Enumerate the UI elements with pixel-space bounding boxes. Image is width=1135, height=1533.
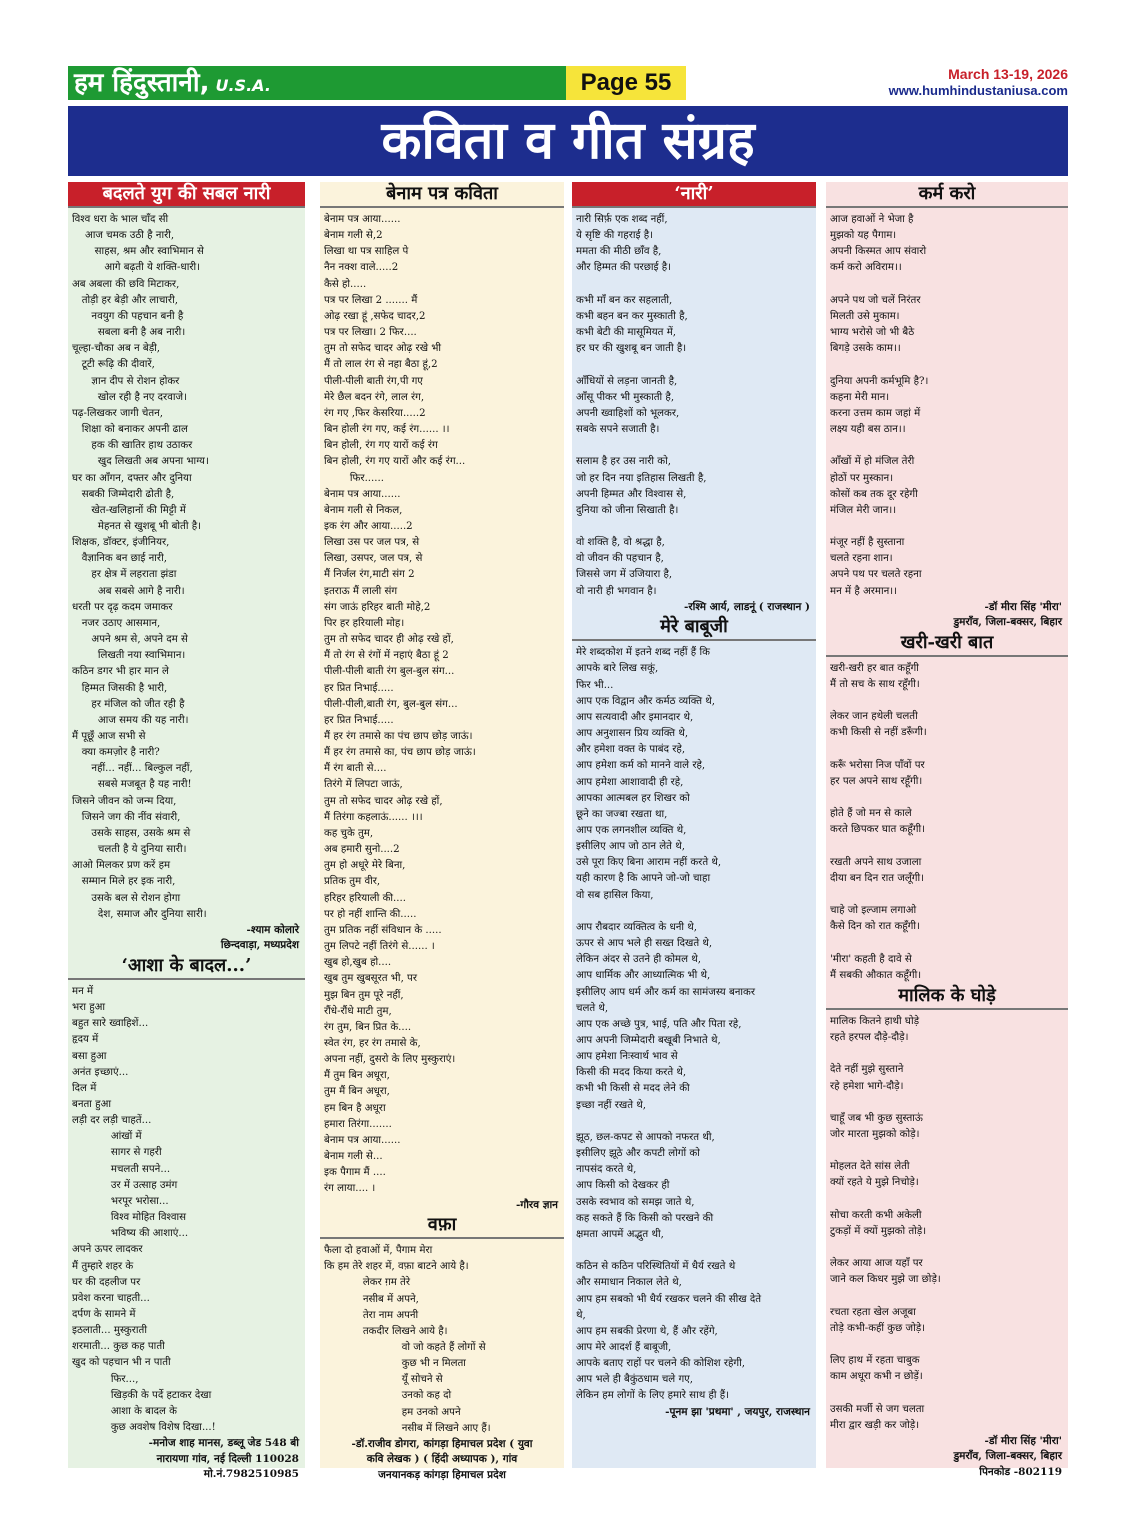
poem-text: नारी सिर्फ़ एक शब्द नहीं, ये सृष्टि की गहराई है। ममता की मीठी छाँव है, और हिम्मत की परछाई है। कभी माँ बन कर सहलाती, कभी बहन बन कर मुस्काती है, कभी बेटी की मासूमियत में, हर घर की खुशबू बन जाती है। आँधियों से लड़ना जानती है, आँसू पीकर भी मुस्काती है, अपनी ख्वाहिशों को भूलकर, सबके सपने सजाती है। सलाम है हर उस नारी को, जो हर दिन नया इतिहास लिखती है, अपनी हिम्मत और विश्वास से, दुनिया को जीना सिखाती है। वो शक्ति है, वो श्रद्धा है, वो जीवन की पहचान है, जिससे जग में उजियारा है, वो नारी ही भगवान है।	[576, 214, 707, 597]
poem-text: खरी-खरी हर बात कहूँगी मैं तो सच के साथ रहूँगी। लेकर जान हथेली चलती कभी किसी से नहीं डरूँगी। करूँ भरोसा निज पाँवों पर हर पल अपने साथ रहूँगी। होते हैं जो मन से काले करते छिपकर घात कहूँगी। रखती अपने साथ उजाला दीया बन दिन रात जलूँगी। चाहे जो इल्जाम लगाओ कैसे दिन को रात कहूँगी। 'मीरा' कहती है दावे से मैं सबकी औकात कहूँगी।	[830, 662, 927, 981]
section-banner: कविता व गीत संग्रह	[68, 106, 1068, 176]
masthead	[68, 66, 568, 100]
poem-title: ‘नारी’	[572, 182, 816, 208]
page-number: Page 55	[566, 66, 686, 100]
poem-author: -डॉ.राजीव डोगरा, कांगड़ा हिमाचल प्रदेश ( युवा कवि लेखक ) ( हिंदी अध्यापक ), गांव जनयानकड़ कांगड़ा हिमाचल प्रदेश	[351, 1437, 533, 1481]
poem-author: -श्याम कोलारे छिन्दवाड़ा, मध्यप्रदेश	[220, 923, 299, 952]
poem-title: मालिक के घोड़े	[826, 984, 1068, 1010]
poem-text: विश्व धरा के भाल चाँद सी आज चमक उठी है नारी, साहस, श्रम और स्वाभिमान से आगे बढ़ती ये शक्ति-धारी। अब अबला की छवि मिटाकर, तोड़ी हर बेड़ी और लाचारी, नवयुग की पहचान बनी है सबला बनी है अब नारी। चूल्हा-चौका अब न बेड़ी, टूटी रूढ़ि की दीवारें, ज्ञान दीप से रोशन होकर खोल रही है नए दरवाजे। पढ़-लिखकर जागी चेतन, शिक्षा को बनाकर अपनी ढाल हक की खातिर हाथ उठाकर खुद लिखती अब अपना भाग्य। घर का आँगन, दफ्तर और दुनिया सबकी जिम्मेदारी ढोती है, खेत-खलिहानों की मिट्टी में मेहनत से खुशबू भी बोती है। शिक्षक, डॉक्टर, इंजीनियर, वैज्ञानिक बन छाई नारी, हर क्षेत्र में लहराता झंडा अब सबसे आगे है नारी। धरती पर दृढ़ कदम जमाकर नजर उठाए आसमान, अपने श्रम से, अपने दम से लिखती नया स्वाभिमान। कठिन डगर भी हार मान ले हिम्मत जिसकी है भारी, हर मंजिल को जीत रही है आज समय की यह नारी। मैं पूछूँ आज सभी से क्या कमज़ोर है नारी? नहीं... नहीं... बिल्कुल नहीं, सबसे मजबूत है यह नारी! जिसने जीवन को जन्म दिया, जिसने जग की नींव संवारी, उसके साहस, उसके श्रम से चलती है ये दुनिया सारी। आओ मिलकर प्रण करें हम सम्मान मिले हर इक नारी, उसके बल से रोशन होगा देश, समाज और दुनिया सारी।	[72, 214, 209, 920]
paper-name: हम हिंदुस्तानी,	[74, 68, 210, 98]
poem-title: वफ़ा	[320, 1213, 564, 1239]
poem-title: मेरे बाबूजी	[572, 615, 816, 641]
column-4	[826, 182, 1068, 1478]
poem-author: -रश्मि आर्य, लाडनूं ( राजस्थान )	[683, 600, 810, 613]
poem-text: मेरे शब्दकोश में इतने शब्द नहीं हैं कि आपके बारे लिख सकूं, फिर भी... आप एक विद्वान और कर्मठ व्यक्ति थे, आप सत्यवादी और इमानदार थे, आप अनुशासन प्रिय व्यक्ति थे, और हमेशा वक्त के पाबंद रहे, आप हमेशा कर्म को मानने वाले रहे, आप हमेशा आशावादी ही रहे, आपका आत्मबल हर शिखर को छूने का जज्बा रखता था, आप एक लगनशील व्यक्ति थे, इसीलिए आप जो ठान लेते थे, उसे पूरा किए बिना आराम नहीं करते थे, यही कारण है कि आपने जो-जो चाहा वो सब हासिल किया, आप रौबदार व्यक्तित्व के धनी थे, ऊपर से आप भले ही सख्त दिखते थे, लेकिन अंदर से उतने ही कोमल थे, आप धार्मिक और आध्यात्मिक भी थे, इसीलिए आप धर्म और कर्म का सामंजस्य बनाकर चलते थे, आप एक अच्छे पुत्र, भाई, पति और पिता रहे, आप अपनी जिम्मेदारी बखूबी निभाते थे, आप हमेशा निःस्वार्थ भाव से किसी की मदद किया करते थे, कभी भी किसी से मदद लेने की इच्छा नहीं रखते थे, झूठ, छल-कपट से आपको नफरत थी, इसीलिए झूठे और कपटी लोगों को नापसंद करते थे, आप किसी को देखकर ही उसके स्वभाव को समझ जाते थे, कह सकते हैं कि किसी को परखने की क्षमता आपमें अद्भुत थी, कठिन से कठिन परिस्थितियों में धैर्य रखते थे और समाधान निकाल लेते थे, आप हम सबको भी धैर्य रखकर चलने की सीख देते थे, आप हम सबकी प्रेरणा थे, हैं और रहेंगे, आप मेरे आदर्श हैं बाबूजी, आपके बताए राहों पर चलने की कोशिश रहेगी, आप भले ही बैकुंठधाम चले गए, लेकिन हम लोगों के लिए हमारे साथ ही हैं।	[576, 647, 762, 1402]
issue-date: March 13-19, 2026	[948, 66, 1068, 82]
poem-author: -डॉ मीरा सिंह 'मीरा' डुमराँव, जिला-बक्सर, बिहार पिनकोड -802119	[953, 1434, 1062, 1478]
website-link[interactable]: www.humhindustaniusa.com	[888, 83, 1068, 98]
poem-text: मन में भरा हुआ बहुत सारे ख्वाहिशें... हृदय में बसा हुआ अनंत इच्छाएं... दिल में बनता हुआ लड़ी दर लड़ी चाहतें... आंखों में सागर से गहरी मचलती सपने... उर में उत्साह उमंग भरपूर भरोसा... विश्व मोहित विश्वास भविष्य की आशाएं... अपने ऊपर लादकर मैं तुम्हारे शहर के घर की दहलीज पर प्रवेश करना चाहती... दर्पण के सामने में इठलाती... मुस्कुराती शरमाती... कुछ कह पाती खुद को पहचान भी न पाती फिर..., खिड़की के पर्दे हटाकर देखा आशा के बादल के कुछ अवशेष विशेष दिखा...!	[72, 985, 216, 1434]
poem-text: मालिक कितने हाथी घोड़े रहते हरपल दौड़े-दौड़े। देते नहीं मुझे सुस्ताने रहे हमेशा भागे-दौड़े। चाहूँ जब भी कुछ सुस्ताऊं जोर मारता मुझको कोड़े। मोहलत देते सांस लेती क्यों रहते ये मुझे निचोड़े। सोचा करती कभी अकेली टुकड़ों में क्यों मुझको तोड़े। लेकर आया आज यहाँ पर जाने कल किधर मुझे जा छोड़े। रचता रहता खेल अजूबा तोड़े कभी-कहीं कुछ जोड़े। लिए हाथ में रहता चाबुक काम अधूरा कभी न छोड़ें। उसकी मर्जी से जग चलता मीरा द्वार खड़ी कर जोड़े।	[830, 1015, 941, 1431]
poem-title: कर्म करो	[826, 182, 1068, 208]
poem-text: आज हवाओं ने भेजा है मुझको यह पैगाम। अपनी किस्मत आप संवारो कर्म करो अविराम।। अपने पथ जो चलें निरंतर मिलती उसे मुकाम। भाग्य भरोसे जो भी बैठे बिगड़े उसके काम।। दुनिया अपनी कर्मभूमि है?। कहना मेरी मान। करना उत्तम काम जहां में लक्ष्य यही बस ठान।। आँखों में हो मंजिल तेरी होठों पर मुस्कान। कोसों कब तक दूर रहेगी मंजिल मेरी जान।। मंजूर नहीं है सुस्ताना चलते रहना शान। अपने पथ पर चलते रहना मन में है अरमान।।	[830, 214, 929, 597]
poem-author: -पूनम झा 'प्रथमा' , जयपुर, राजस्थान	[665, 1405, 810, 1418]
column-1	[68, 182, 305, 1481]
poem-author: -डॉ मीरा सिंह 'मीरा' डुमराँव, जिला-बक्सर, बिहार	[953, 600, 1062, 629]
poem-text: बेनाम पत्र आया...... बेनाम गली से,2 लिखा था पत्र साहिल पे नैन नक्श वाले.....2 कैसे हो..... पत्र पर लिखा 2 ....... मैं ओढ़ रखा हूं ,सफेद चादर,2 पत्र पर लिखा। 2 फिर.... तुम तो सफेद चादर ओढ़ रखे भी मैं तो लाल रंग से नहा बैठा हूं,2 पीली-पीली बाती रंग,पी गए मेरे छैल बदन रंगे, लाल रंग, रंग गए ,फिर केसरिया.....2 बिन होली रंग गए, कई रंग...... ।। बिन होली, रंग गए यारों कई रंग बिन होली, रंग गए यारों और कई रंग... फिर...... बेनाम पत्र आया...... बेनाम गली से निकल, इक रंग और आया.....2 लिखा उस पर जल पत्र, से लिखा, उसपर, जल पत्र, से मैं निर्जल रंग,माटी संग 2 इतराऊ मैं लाली संग संग जाऊं हरिहर बाती मोहे,2 पिर हर हरियाली मोह। तुम तो सफेद चादर ही ओढ़ रखे हों, मैं तो रंग से रंगों में नहाएं बैठा हूं 2 पीली-पीली बाती रंग बुल-बुल संग... हर प्रित निभाई..... पीली-पीली,बाती रंग, बुल-बुल संग... हर प्रित निभाई..... मैं हर रंग तमासे का पंच छाप छोड़ जाऊं। मैं हर रंग तमासे का, पंच छाप छोड़ जाऊं। मैं रंग बाती से.... तिरंगे में लिपटा जाऊं, तुम तो सफेद चादर ओढ़ रखे हों, मैं तिरंगा कहलाऊं...... ।।। कह चुके तुम, अब हमारी सुनो....2 तुम हो अधूरे मेरे बिना, प्रतिक तुम वीर, हरिहर हरियाली की.... पर हो नहीं शान्ति की..... तुम प्रतिक नहीं संविधान के ..... तुम लिपटे नहीं तिरंगे से...... । खुब हो,खुब हो.... खुब तुम खुबसूरत भी, पर मुझ बिन तुम पूरे नहीं, रौंधे-रौंधे माटी तुम, रंग तुम, बिन प्रित के.... स्वेत रंग, हर रंग तमासे के, अपना नहीं, दुसरो के लिए मुस्कुराएं। मैं तुम बिन अधूरा, तुम मैं बिन अधूरा, हम बिन है अधूरा हमारा तिरंगा....... बेनाम पत्र आया...... बेनाम गली से... इक पैगाम मैं .... रंग लाया.... ।	[324, 214, 476, 1195]
poem-author: -गौरव ज्ञान	[515, 1198, 558, 1211]
paper-region: U.S.A.	[215, 76, 271, 95]
poem-title: बदलते युग की सबल नारी	[68, 182, 305, 208]
poem-title: खरी-खरी बात	[826, 631, 1068, 657]
poem-title: बेनाम पत्र कविता	[320, 182, 564, 208]
poem-author: -मनोज शाह मानस, डब्लू जेड 548 बी नारायणा गांव, नई दिल्ली 110028 मो.नं.7982510985	[148, 1437, 299, 1481]
poem-text: फैला दो हवाओं में, पैगाम मेरा कि हम तेरे शहर में, वफ़ा बाटने आये है। लेकर ग़म तेरे नसीब में अपने, तेरा नाम अपनी तकदीर लिखने आये है। वो जो कहते हैं लोगों से कुछ भी न मिलता यूँ सोचने से उनको कह दो हम उनको अपने नसीब में लिखने आए हैं।	[324, 1245, 491, 1434]
column-2	[320, 182, 564, 1481]
poem-title: ‘आशा के बादल...’	[68, 954, 305, 980]
column-3	[572, 182, 816, 1468]
